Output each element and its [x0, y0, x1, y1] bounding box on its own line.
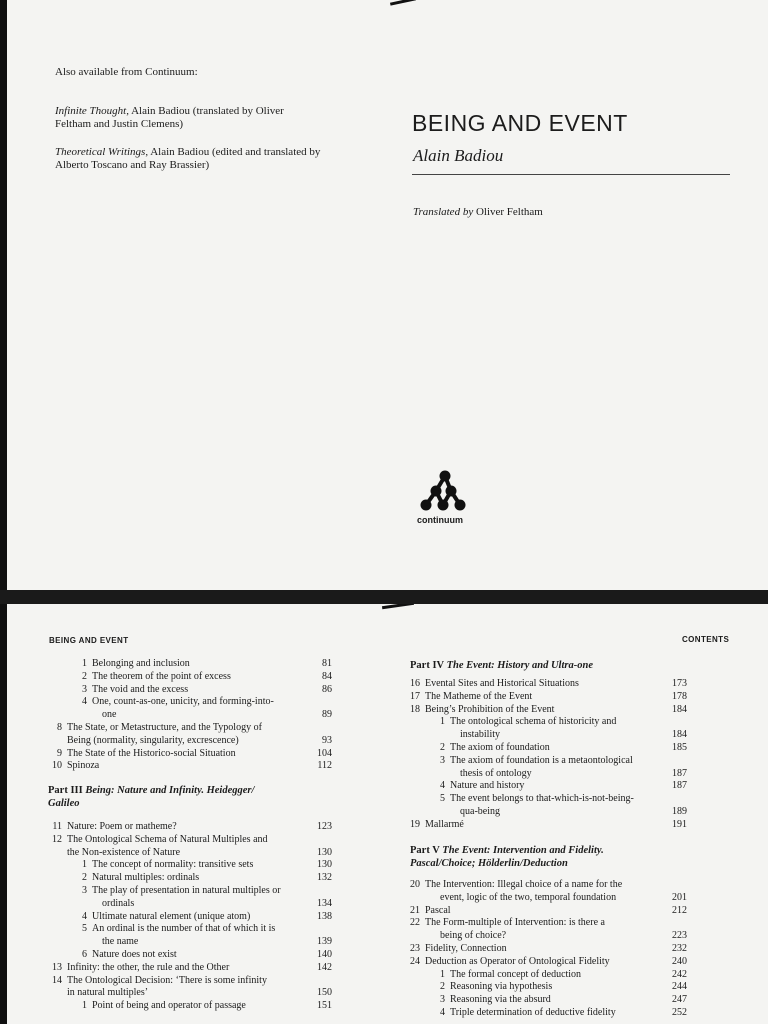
toc-row: 10 Spinoza 112: [52, 760, 332, 772]
toc-row: 1 The ontological schema of historicity and: [440, 716, 617, 728]
part-title: Being: Nature and Infinity. Heidegger/: [85, 785, 255, 796]
part-label: Part III: [48, 785, 83, 796]
book-credit-line2: Alberto Toscano and Ray Brassier): [55, 159, 210, 171]
toc-row: 4 Triple determination of deductive fidelity 252: [440, 1006, 687, 1018]
book-entry: [55, 146, 345, 172]
part-heading: [410, 844, 710, 870]
toc-row: 19 Mallarmé 191: [410, 818, 687, 830]
part-title: The Event: Intervention and Fidelity.: [442, 845, 604, 856]
part-label: Part IV: [410, 660, 444, 671]
toc-row: in natural multiples’ 150: [67, 987, 332, 999]
title-rule: [412, 174, 730, 175]
running-head-left: BEING AND EVENT: [49, 636, 129, 645]
toc-row: 4 Ultimate natural element (unique atom) 138: [82, 910, 332, 922]
toc-row: 8 The State, or Metastructure, and the Typology of: [57, 721, 262, 733]
also-available-heading: Also available from Continuum:: [55, 66, 198, 78]
toc-row: the name 139: [102, 936, 332, 948]
toc-row: 1 Point of being and operator of passage 151: [82, 1000, 332, 1012]
toc-row: 22 The Form-multiple of Intervention: is there a: [410, 917, 605, 929]
translated-by-label: Translated by: [413, 206, 474, 218]
toc-row: 3 The play of presentation in natural multiples or: [82, 884, 281, 896]
book-credit: , Alain Badiou (edited and translated by: [145, 146, 321, 158]
part-title: The Event: History and Ultra-one: [446, 660, 593, 671]
contents-spread: [0, 604, 768, 1024]
toc-row: Being (normality, singularity, excrescence) 93: [67, 734, 332, 746]
toc-right-bottom: [400, 879, 687, 1020]
toc-row: 17 The Matheme of the Event 178: [410, 690, 687, 702]
toc-row: 6 Nature does not exist 140: [82, 948, 332, 960]
toc-left-top: [42, 658, 332, 773]
toc-row: 3 The void and the excess 86: [82, 683, 332, 695]
page-edge-shadow: [0, 0, 7, 590]
toc-row: 3 The axiom of foundation is a metaontological: [440, 754, 633, 766]
toc-row: 5 The event belongs to that-which-is-not-being-: [440, 793, 634, 805]
toc-row: 1 The formal concept of deduction 242: [440, 968, 687, 980]
toc-row: 1 The concept of normality: transitive sets 130: [82, 859, 332, 871]
toc-row: 16 Evental Sites and Historical Situations 173: [410, 678, 687, 689]
translator-name: Oliver Feltham: [475, 206, 543, 218]
toc-row: 13 Infinity: the other, the rule and the Other 142: [52, 961, 332, 973]
toc-row: 24 Deduction as Operator of Ontological Fidelity 240: [410, 955, 687, 967]
book-credit-line2: Feltham and Justin Clemens): [55, 118, 184, 130]
toc-row: 11 Nature: Poem or matheme? 123: [52, 821, 332, 832]
publisher-name: continuum: [417, 515, 463, 525]
toc-row: 2 The axiom of foundation 185: [440, 741, 687, 753]
book-title: Infinite Thought: [55, 105, 127, 117]
toc-row: 5 An ordinal is the number of that of which it is: [82, 923, 276, 935]
toc-row: one 89: [102, 709, 332, 721]
toc-row: qua-being 189: [460, 805, 687, 817]
author-name: Alain Badiou: [413, 146, 504, 165]
translator-line: [413, 206, 543, 219]
toc-row: 2 Reasoning via hypothesis 244: [440, 981, 687, 993]
toc-row: 14 The Ontological Decision: ‘There is some infinity: [52, 974, 267, 986]
continuum-logo-icon: [419, 470, 469, 512]
printer-mark: [390, 0, 416, 6]
part-label: Part V: [410, 845, 440, 856]
book-credit: , Alain Badiou (translated by Oliver: [126, 105, 284, 117]
toc-row: 2 Natural multiples: ordinals 132: [82, 872, 332, 884]
toc-row: 23 Fidelity, Connection 232: [410, 942, 687, 954]
book-entry: [55, 105, 345, 131]
running-head-right: CONTENTS: [682, 635, 730, 644]
book-title: Theoretical Writings: [55, 146, 146, 158]
toc-right-top: [400, 678, 687, 832]
part-heading: [48, 784, 298, 810]
toc-left-bottom: [42, 821, 332, 1013]
toc-row: instability 184: [460, 729, 687, 741]
toc-row: 20 The Intervention: Illegal choice of a name for the: [410, 879, 623, 890]
part-heading: [410, 659, 710, 672]
toc-row: 9 The State of the Historico-social Situation 104: [57, 747, 332, 759]
toc-row: 2 The theorem of the point of excess 84: [82, 670, 332, 682]
toc-row: 4 One, count-as-one, unicity, and forming-into-: [82, 696, 274, 708]
toc-row: 21 Pascal 212: [410, 904, 687, 916]
book-title-main: BEING AND EVENT: [412, 110, 628, 136]
toc-row: the Non-existence of Nature 130: [67, 846, 332, 858]
toc-row: 3 Reasoning via the absurd 247: [440, 994, 687, 1006]
toc-row: being of choice? 223: [440, 930, 687, 942]
toc-row: event, logic of the two, temporal foundation 201: [440, 891, 687, 903]
part-title-line2: Pascal/Choice; Hölderlin/Deduction: [410, 858, 568, 869]
page-edge-shadow: [0, 604, 7, 1024]
toc-row: 12 The Ontological Schema of Natural Multiples and: [52, 833, 268, 845]
part-title-line2: Galileo: [48, 798, 80, 809]
toc-row: 1 Belonging and inclusion 81: [82, 658, 332, 669]
toc-row: 4 Nature and history 187: [440, 780, 687, 792]
toc-row: thesis of ontology 187: [460, 767, 687, 779]
toc-row: 18 Being’s Prohibition of the Event 184: [410, 703, 687, 715]
toc-row: ordinals 134: [102, 897, 332, 909]
printer-mark: [382, 604, 414, 609]
